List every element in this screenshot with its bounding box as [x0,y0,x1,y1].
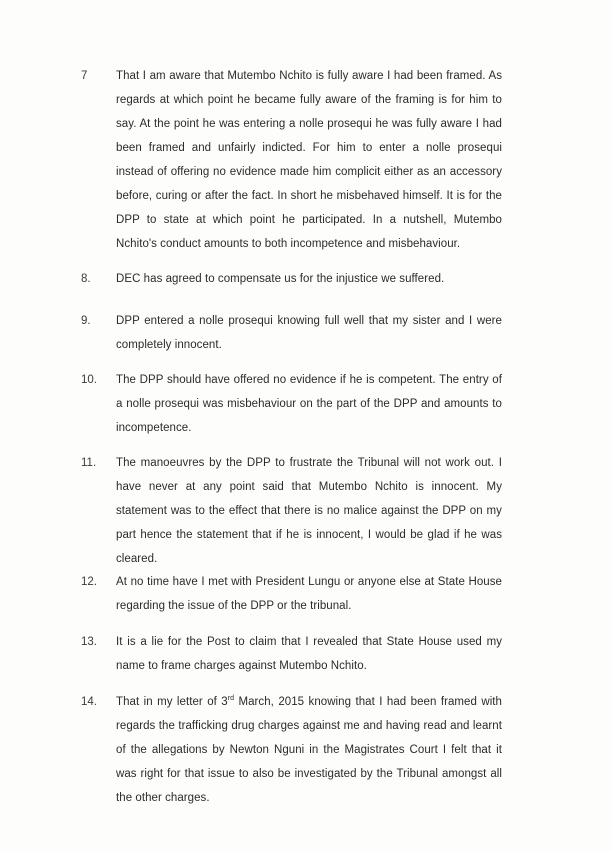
ordinal-suffix: rd [227,695,235,702]
paragraph-text [116,690,502,810]
paragraph-number: 10. [81,374,97,386]
paragraph-number: 13. [81,636,97,648]
paragraph-number: 11. [81,457,97,469]
paragraph-text: It is a lie for the Post to claim that I revealed that State House used my name to frame charges against Mutembo Nchito. [116,636,502,672]
paragraph-text-start: That in my letter of 3 [116,696,228,708]
paragraph-number: 8. [81,273,91,285]
paragraph-text: The manoeuvres by the DPP to frustrate the Tribunal will not work out. I have never at any point said that Mutembo Nchito is innocent. My statement was to the effect that there is no malice against the DPP on my part hence the statement that if he is innocent, I would be glad if he was cleared. [116,457,502,565]
paragraph-number: 12. [81,576,97,588]
paragraph-text: DEC has agreed to compensate us for the injustice we suffered. [116,273,445,285]
paragraph-number: 7 [81,70,88,82]
paragraph-text: The DPP should have offered no evidence if he is competent. The entry of a nolle prosequi was misbehaviour on the part of the DPP and amounts to incompetence. [116,374,502,434]
paragraph-number: 14. [81,696,97,708]
paragraph-number: 9. [81,315,91,327]
paragraph-text: DPP entered a nolle prosequi knowing full well that my sister and I were completely innocent. [116,315,502,351]
paragraph-text: At no time have I met with President Lungu or anyone else at State House regarding the issue of the DPP or the tribunal. [116,576,502,612]
paragraph-text: That I am aware that Mutembo Nchito is fully aware I had been framed. As regards at which point he became fully aware of the framing is for him to say. At the point he was entering a nolle prosequi he was fully aware I had been framed and unfairly indicted. For him to enter a nolle prosequi instead of offering no evidence made him complicit either as an accessory before, curing or after the fact. In short he misbehaved himself. It is for the DPP to state at which point he participated. In a nutshell, Mutembo Nchito's conduct amounts to both incompetence and misbehaviour. [116,70,502,250]
paragraph-text-end: March, 2015 knowing that I had been framed with regards the trafficking drug charges against me and having read and learnt of the allegations by Newton Nguni in the Magistrates Court I felt that it was right for that issue to also be investigated by the Tribunal amongst all the other charges. [116,696,502,804]
